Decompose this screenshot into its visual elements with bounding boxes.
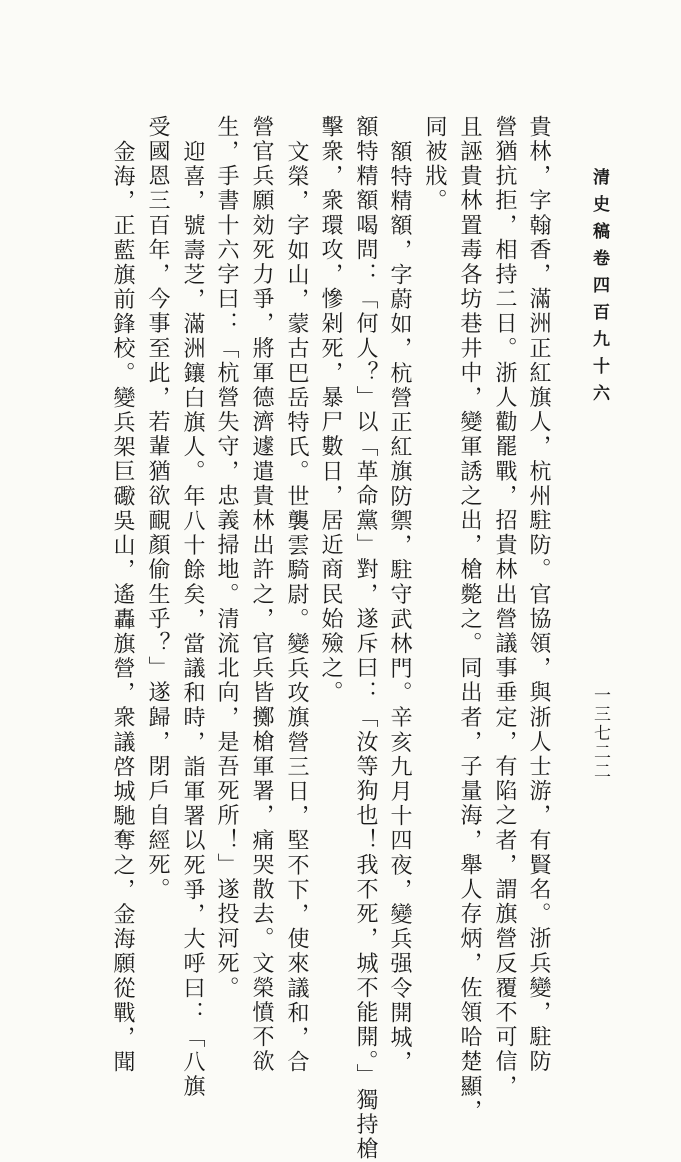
text-column: 文榮，字如山，蒙古巴岳特氏。世襲雲騎尉。變兵攻旗營三日，堅不下，使來議和，合 bbox=[284, 140, 309, 1075]
text-column: 擊衆，衆環攻，慘剁死，暴尸數日，居近商民始殮之。 bbox=[318, 115, 343, 706]
text-column: 額特精額喝問：「何人？」以「革命黨」對，遂斥曰：「汝等狗也！我不死，城不能開。」獨持槍 bbox=[353, 115, 378, 1162]
text-column: 額特精額，字蔚如，杭營正紅旗防禦，駐守武林門。辛亥九月十四夜，變兵强令開城， bbox=[387, 140, 412, 1075]
running-title: 清史稿卷四百九十六 bbox=[589, 168, 609, 411]
text-column: 迎喜，號壽芝，滿洲鑲白旗人。年八十餘矣，當議和時，詣軍署以死爭，大呼曰：「八旗 bbox=[180, 140, 205, 1100]
text-column: 營官兵願効死力爭，將軍德濟遽遣貴林出許之，官兵皆擲槍軍署，痛哭散去。文榮憤不欲 bbox=[249, 115, 274, 1075]
text-column: 受國恩三百年，今事至此，若輩猶欲靦顏偷生乎？」遂歸，閉戶自經死。 bbox=[145, 115, 170, 903]
text-column: 且誣貴林置毒各坊巷井中，變軍誘之出，槍斃之。同出者，子量海，舉人存炳，佐領哈楚顯， bbox=[457, 115, 482, 1124]
text-column: 金海，正藍旗前鋒校。變兵架巨礮吳山，遙轟旗營，衆議啓城馳奪之，金海願從戰，聞 bbox=[110, 140, 135, 1075]
text-column: 生，手書十六字曰：「杭營失守，忠義掃地。清流北向，是吾死所！」遂投河死。 bbox=[214, 115, 239, 1001]
text-column: 同被戕。 bbox=[422, 115, 447, 214]
text-column: 貴林，字翰香，滿洲正紅旗人，杭州駐防。官協領，與浙人士游，有賢名。浙兵變，駐防 bbox=[526, 115, 551, 1075]
text-column: 營猶抗拒，相持二日。浙人勸罷戰，招貴林出營議事垂定，有陷之者，謂旗營反覆不可信， bbox=[492, 115, 517, 1099]
page-number: 一三七二二 bbox=[590, 686, 610, 781]
